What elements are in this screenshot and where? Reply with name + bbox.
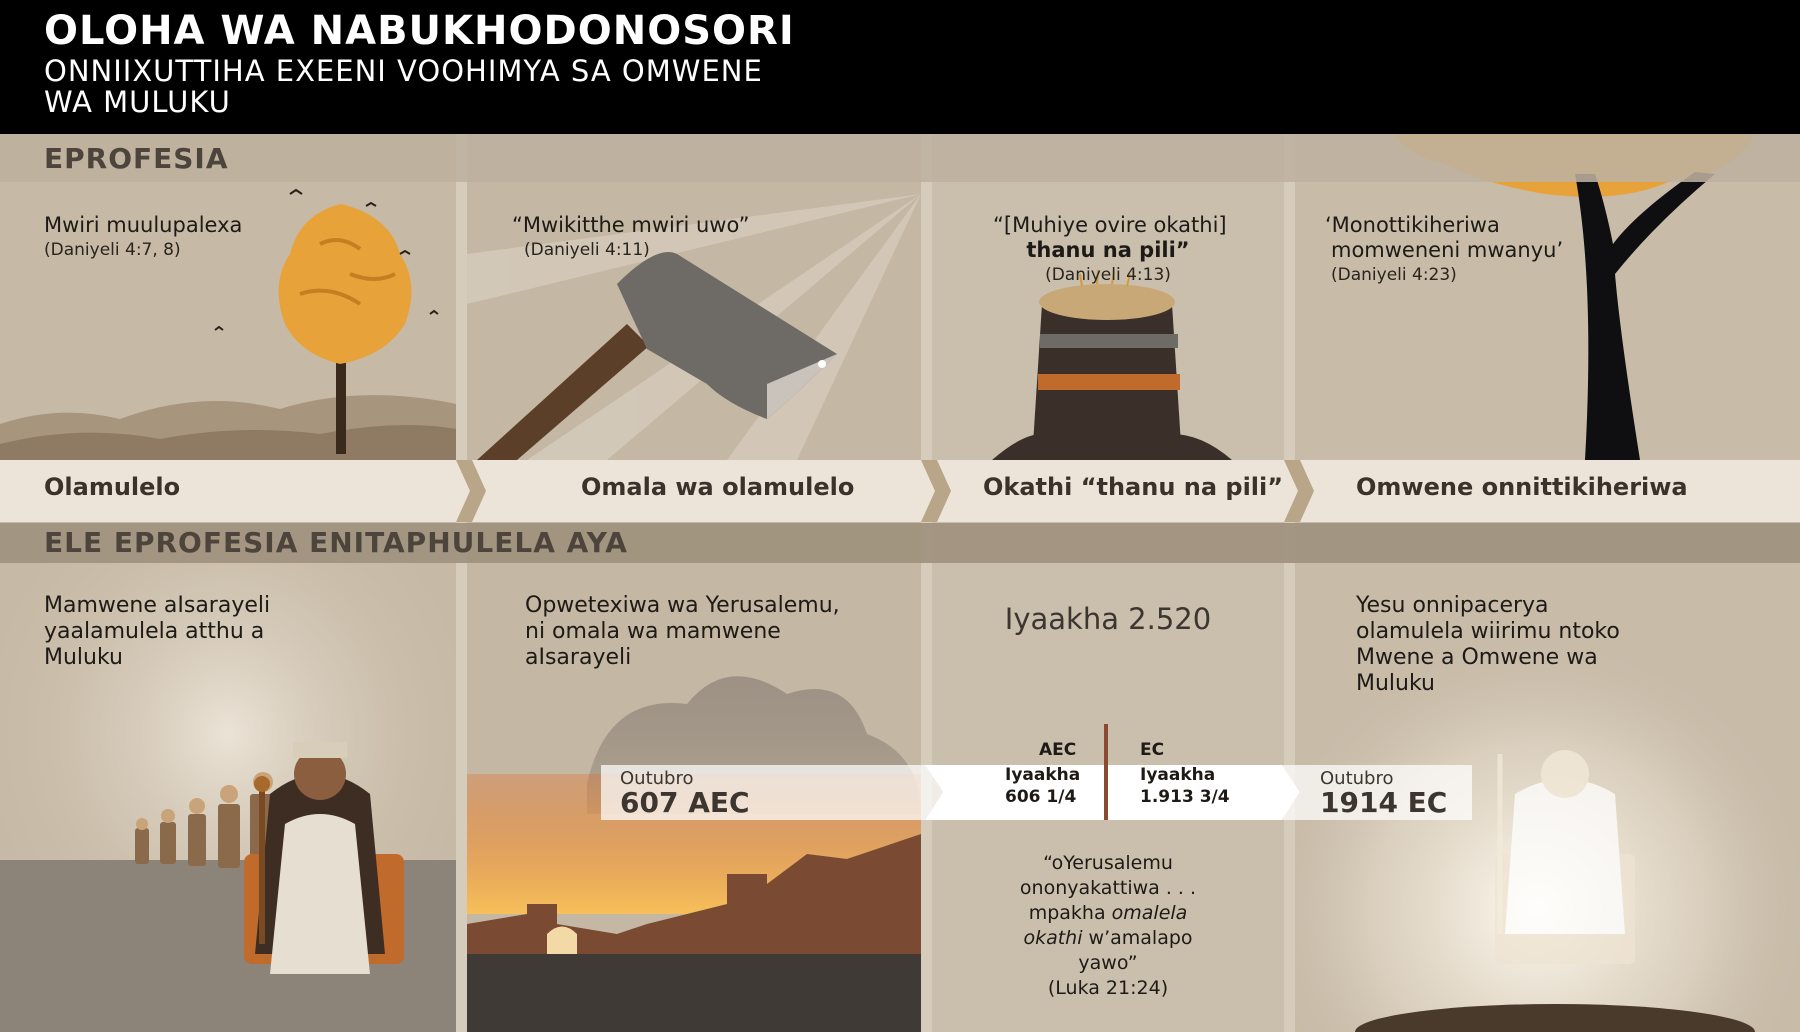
fulfillment-line: Mwene a Omwene wa: [1356, 645, 1598, 670]
quote-line: yawo”: [1078, 952, 1138, 974]
prophecy-caption: ‘Monottikiheriwa: [1325, 213, 1500, 237]
fulfillment-line: ni omala wa mamwene: [525, 619, 781, 644]
page-title: OLOHA WA NABUKHODONOSORI: [44, 8, 795, 54]
prophecy-caption: Mwiri muulupalexa: [44, 213, 243, 237]
start-month: Outubro: [620, 768, 694, 789]
quote-line: “oYerusalemu: [1043, 852, 1173, 874]
fulfillment-line: aIsarayeli: [525, 645, 632, 670]
quote-text: w’amalapo: [1082, 927, 1193, 949]
prophecy-caption: momweneni mwanyu’: [1331, 238, 1564, 262]
prophecy-caption: “Mwikitthe mwiri uwo”: [512, 213, 750, 237]
fulfillment-line: Muluku: [1356, 671, 1435, 696]
fulfillment-line: olamulela wiirimu ntoko: [1356, 619, 1620, 644]
prophecy-caption-emphasis: thanu na pili”: [1026, 238, 1190, 262]
scripture-reference: (Daniyeli 4:11): [524, 240, 650, 260]
aec-years-label: Iyaakha: [1005, 765, 1081, 785]
step-kingdom-restored: Omwene onnittikiheriwa: [1356, 473, 1688, 501]
aec-years-value: 606 1/4: [1005, 787, 1077, 807]
quote-emphasis: omalela: [1111, 902, 1188, 924]
section-title: EPROFESIA: [44, 142, 229, 175]
step-seven-times: Okathi “thanu na pili”: [983, 473, 1284, 501]
fulfillment-line: Opwetexiwa wa Yerusalemu,: [525, 593, 840, 618]
ec-years-value: 1.913 3/4: [1140, 787, 1230, 807]
aec-years: [1005, 764, 1081, 808]
step-rule: Olamulelo: [44, 473, 181, 501]
scripture-reference: (Daniyeli 4:13): [1045, 265, 1171, 285]
ec-years: [1140, 764, 1230, 808]
fulfillment-line: yaalamulela atthu a: [44, 619, 265, 644]
subtitle-line: ONNIIXUTTIHA EXEENI VOOHIMYA SA OMWENE: [44, 54, 763, 88]
quote-line: ononyakattiwa . . .: [1019, 877, 1197, 899]
timeline-middle-box: [925, 765, 1300, 820]
end-year: 1914 EC: [1320, 786, 1448, 819]
ec-label: EC: [1140, 740, 1165, 760]
start-year: 607 AEC: [620, 786, 750, 819]
step-end-of-rule: Omala wa olamulelo: [581, 473, 855, 501]
section-title: ELE EPROFESIA ENITAPHULELA AYA: [44, 526, 628, 559]
fulfillment-line: Yesu onnipacerya: [1356, 593, 1549, 618]
prophecy-caption: “[Muhiye ovire okathi]: [993, 213, 1227, 237]
fulfillment-line: Mamwene aIsarayeli: [44, 593, 271, 618]
quote-text: mpakha: [1028, 902, 1112, 924]
scripture-reference: (Daniyeli 4:23): [1331, 265, 1457, 285]
subtitle-line: WA MULUKU: [44, 85, 231, 119]
scripture-reference: (Daniyeli 4:7, 8): [44, 240, 181, 260]
total-years-label: Iyaakha 2.520: [1004, 602, 1212, 636]
ec-years-label: Iyaakha: [1140, 765, 1216, 785]
fulfillment-line: Muluku: [44, 645, 123, 670]
end-month: Outubro: [1320, 768, 1394, 789]
scripture-reference: (Luka 21:24): [1047, 977, 1169, 999]
aec-label: AEC: [1039, 740, 1077, 760]
quote-emphasis: okathi: [1023, 927, 1083, 949]
